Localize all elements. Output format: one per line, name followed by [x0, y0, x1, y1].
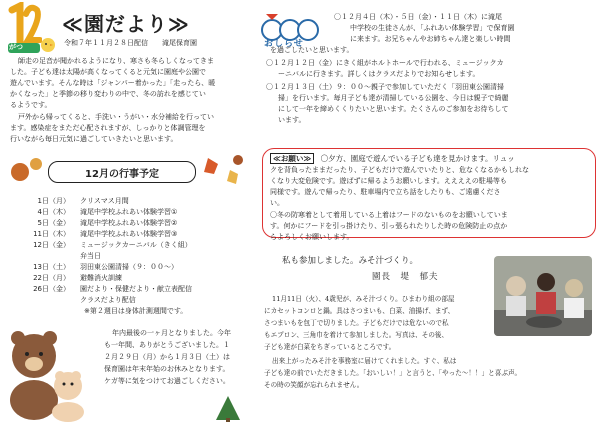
schedule-date: 22日（月） — [33, 274, 70, 282]
essay-line: にカセットコンロと鍋。具はさつまいも、白菜、油揚げ、まず、 — [264, 307, 455, 315]
notice-line: 〇夕方、園庭で遊んでいる子ども達を見かけます。リュッ — [320, 154, 515, 163]
schedule-date: 12日（金） — [33, 241, 70, 249]
schedule-event: クリスマス月間 — [80, 197, 129, 205]
notice-label: ≪お願い≫ — [270, 153, 314, 164]
oshirase-label: おしらせ — [264, 39, 304, 49]
year-end-line: も一年間、ありがとうございました。１ — [104, 341, 230, 349]
oshirase-line: 中学校の生徒さんが、「ふれあい体験学習」で保育園 — [350, 24, 515, 32]
schedule-event: 滝尾中学校ふれあい体験学習③ — [80, 230, 178, 238]
schedule-row — [20, 295, 136, 305]
tree-decoration — [208, 394, 248, 422]
essay-line: 11月11日（火）、4歳児が、みそ汁づくり。ひまわり組の部屋 — [272, 295, 455, 303]
essay-line: 出来上がったみそ汁を事務室に届けてくれました。すぐ、私は — [272, 357, 457, 365]
oshirase-line: います。 — [278, 116, 306, 124]
schedule-note: ※第２週目は身体計測週間です。 — [84, 307, 188, 315]
essay-line: 子ども達が白菜をちぎっているところです。 — [264, 343, 396, 351]
intro-line: かくなった」と季節の移り変わりの中で、冬の訪れを感じてい — [10, 90, 206, 98]
schedule-row — [20, 196, 129, 206]
schedule-row — [20, 262, 178, 272]
bears-illustration — [4, 316, 94, 422]
oshirase-line: を過ごしたいと思います。 — [270, 46, 354, 54]
schedule-row — [20, 273, 122, 283]
schedule-date: 4日（木） — [37, 208, 70, 216]
notice-line: らよろしくお願いします。 — [270, 233, 354, 241]
schedule-event: 羽田東公園清掃（９：００～） — [80, 263, 178, 271]
notice-line: す。何かにフードを引っ掛けたり、引っ張られたりした時の危険防止の点か — [270, 222, 508, 230]
month-tag: がつ — [9, 43, 23, 51]
essay-line: 子ども達の前でいただきました。「おいしい！」と言うと、「やった〜！！」と喜ぶ声。 — [264, 369, 522, 377]
oshirase-line: に来ます。お兄ちゃんやお姉ちゃん達と楽しい時間 — [350, 35, 511, 43]
oshirase-line: 掃」を行います。毎月子ども達が清掃している公園を、今日は親子で綺麗 — [278, 94, 509, 102]
schedule-banner: 12月の行事予定 — [48, 161, 196, 183]
schedule-row — [20, 207, 177, 217]
schedule-date: 26日（金） — [33, 285, 70, 293]
schedule-row — [20, 229, 177, 239]
essay-line: もエプロン、三角巾を着けて参加しました。写真は、その後、 — [264, 331, 449, 339]
schedule-event: ミュージックカーニバル（きく組） — [80, 241, 192, 249]
oshirase-line: ーニバルに行きます。詳しくはクラスだよりでお知らせします。 — [278, 70, 480, 78]
year-end-line: 年内最後の一ヶ月となりました。今年 — [112, 329, 231, 337]
schedule-event: 滝尾中学校ふれあい体験学習② — [80, 219, 178, 227]
notice-line: 〇冬の防寒着として着用している上着はフードのないものをお願いしていま — [270, 211, 508, 219]
oshirase-line: にして一年を締めくくりたいと思います。たくさんのご参加をお待ちして — [278, 105, 509, 113]
essay-author: 園長 堤 郁夫 — [372, 272, 439, 282]
date-line: 令和７年１１月２８日配信 滝尾保育園 — [64, 39, 197, 47]
oshirase-line: 〇１２月４日（木）・５日（金）・１１日（木）に滝尾 — [334, 13, 502, 21]
schedule-date: 11日（木） — [33, 230, 70, 238]
oshirase-line: 〇１２月１２日（金）にきく組がホルトホールで行われる、ミュージックカ — [266, 59, 504, 67]
notice-line: い。 — [270, 199, 284, 207]
year-end-line: ２月２９日（月）から１月３日（土）は — [104, 353, 230, 361]
notice-first-line — [270, 154, 515, 165]
schedule-event: 園だより・保健だより・献立表配信 — [80, 285, 192, 293]
schedule-date: 13日（土） — [33, 263, 70, 271]
chick-icon — [38, 34, 58, 54]
schedule-event: クラスだより配信 — [80, 296, 136, 304]
schedule-row — [20, 240, 192, 250]
schedule-date: 5日（金） — [37, 219, 70, 227]
page-title: ≪園だより≫ — [62, 12, 190, 36]
essay-line: その時の笑顔が忘れられません。 — [264, 381, 364, 389]
intro-line: 遊んでいます。そんな時は「ジャンパー着かった」「走ったら、暖 — [10, 79, 216, 87]
schedule-row — [20, 251, 101, 261]
intro-line: 戸外から帰ってくると、手洗い・うがい・水分補給を行ってい — [18, 113, 214, 121]
year-end-line: 保育園は年末年始のお休みとなります。 — [104, 365, 230, 373]
year-end-line: ケガ等に気をつけてお過ごしください。 — [104, 377, 230, 385]
schedule-date: 1日（月） — [37, 197, 70, 205]
intro-line: ます。感染症をまただ心配されますが、しっかりと体調管理を — [10, 124, 206, 132]
notice-line: 同様です。遊んで帰ったり、駐車場内で立ち話をしたりも、ご遠慮くださ — [270, 188, 501, 196]
essay-title: 私も参加しました。みそ汁づくり。 — [282, 256, 419, 266]
intro-line: した。子ども達は太陽が高くなってくると元気に園庭や公園で — [10, 68, 206, 76]
schedule-row — [20, 218, 177, 228]
children-cooking-photo — [494, 256, 592, 336]
notice-line: クを背負ったままだったり、子どもだけで遊んでいたりと、危なくなるかもしれな — [270, 166, 529, 174]
schedule-event: 避難消火訓練 — [80, 274, 122, 282]
notice-line: くなり大変危険です。遊ばずに帰るようお願いします。ええええの駐場等も — [270, 177, 507, 185]
schedule-row — [20, 284, 192, 294]
essay-line: さつまいもを包丁で切りました。子どもだけでは危ないので私 — [264, 319, 449, 327]
intro-line: 行いながら毎日元気に過ごしていきたいと思います。 — [10, 135, 178, 143]
schedule-event: 滝尾中学校ふれあい体験学習① — [80, 208, 178, 216]
intro-line: 師走の足音が聞かれるようになり、寒さも冬らしくなってきま — [18, 57, 214, 65]
schedule-event: 弁当日 — [80, 252, 101, 260]
oshirase-line: 〇１２月１３日（土）９：００～親子で参加していただく「羽田東公園清掃 — [266, 83, 504, 91]
intro-line: るようです。 — [10, 101, 52, 109]
